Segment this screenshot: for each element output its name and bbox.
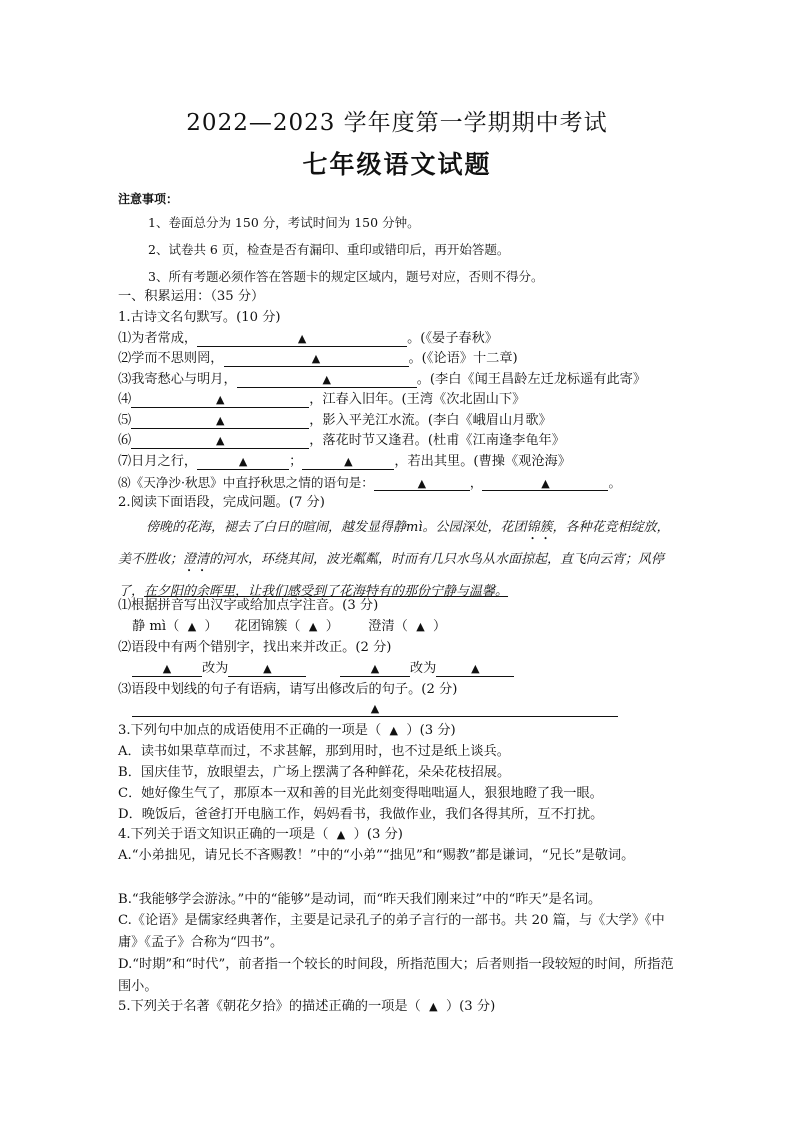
answer-blank[interactable]: [132, 661, 202, 677]
q3-heading-text: 3.下列句中加点的成语使用不正确的一项是（: [118, 723, 382, 738]
q2-sub2: ⑵语段中有两个错别字，找出来并改正。(2 分): [118, 640, 392, 655]
q3-option-a: A．读书如果草草而过，不求甚解，那到用时，也不过是纸上谈兵。: [118, 744, 510, 759]
q2-dotted-word: 锦簇: [526, 520, 553, 535]
answer-marker: ▲: [322, 373, 331, 386]
notice-heading: 注意事项：: [118, 192, 179, 206]
q1-line-8-post: 。: [608, 475, 622, 490]
answer-blank[interactable]: [237, 372, 417, 388]
q1-line-3-pre: ⑶我寄愁心与明月，: [118, 372, 237, 387]
q2-dotted-word: 澄清: [183, 552, 210, 567]
answer-marker[interactable]: ▲: [416, 620, 425, 633]
q2-sub1-item: 花团锦簇（: [234, 619, 301, 634]
answer-marker: ▲: [344, 455, 353, 468]
answer-marker[interactable]: ▲: [187, 620, 197, 633]
q2-passage-pinyin: mì: [406, 520, 423, 535]
q2-sub1-item: ）: [325, 619, 339, 634]
answer-blank[interactable]: [482, 475, 608, 491]
q1-line-7: [118, 453, 571, 471]
q5-heading: [118, 998, 495, 1016]
q1-line-1-post: 。(《晏子春秋》: [407, 331, 498, 346]
notice-item-3: 3、所有考题必须作答在答题卡的规定区域内，题号对应，否则不得分。: [148, 269, 544, 284]
q2-sub1: ⑴根据拼音写出汉字或给加点字注音。(3 分): [118, 598, 379, 613]
q5-heading-tail: ）(3 分): [445, 999, 496, 1014]
notice-item-2: 2、试卷共 6 页，检查是否有漏印、重印或错印后，再开始答题。: [148, 242, 510, 257]
answer-blank[interactable]: [131, 413, 309, 429]
q4-option-d: D.“时期”和“时代”，前者指一个较长的时间段，所指范围大；后者则指一段较短的时间，所指范围小。: [118, 957, 674, 994]
answer-marker: ▲: [162, 662, 172, 675]
answer-marker: ▲: [370, 702, 380, 715]
answer-marker: ▲: [215, 434, 225, 447]
q1-line-2-post: 。(《论语》十二章): [408, 351, 518, 366]
answer-marker: ▲: [311, 352, 321, 365]
q2-underlined-sentence: 在夕阳的余晖里，让我们感受到了花海特有的那份宁静与温馨。: [144, 584, 509, 599]
answer-blank[interactable]: [340, 661, 410, 677]
q1-line-2: [118, 350, 518, 368]
answer-blank[interactable]: [132, 701, 618, 717]
q1-line-6: [118, 432, 565, 450]
q1-line-1: [118, 330, 498, 348]
q1-line-5: [118, 412, 552, 430]
q3-heading: [118, 722, 456, 740]
answer-blank[interactable]: [224, 351, 409, 367]
q4-heading: [118, 826, 403, 844]
q1-line-6-post: ，落花时节又逢君。(杜甫《江南逢李龟年》: [309, 433, 565, 448]
answer-blank[interactable]: [302, 454, 394, 470]
answer-marker: ▲: [541, 477, 550, 490]
answer-marker: ▲: [215, 414, 225, 427]
q2-sub3-answer: [132, 700, 618, 718]
q1-line-5-post: ，影入平羌江水流。(李白《峨眉山月歌》: [309, 413, 552, 428]
answer-blank[interactable]: [197, 331, 407, 347]
q2-passage-text: 傍晚的花海，褪去了白日的暄闹，越发显得静: [146, 520, 407, 535]
q1-line-3: [118, 371, 646, 389]
q3-option-b: B．国庆佳节，放眼望去，广场上摆满了各种鲜花，朵朵花枝招展。: [118, 765, 511, 780]
q2-sub2-items: [132, 660, 514, 678]
answer-marker: ▲: [215, 393, 225, 406]
q3-heading-tail: ）(3 分): [406, 723, 456, 738]
notice-item-1: 1、卷面总分为 150 分，考试时间为 150 分钟。: [148, 215, 420, 230]
answer-marker[interactable]: ▲: [336, 828, 346, 841]
q3-option-d: D．晚饭后，爸爸打开电脑工作，妈妈看书，我做作业，我们各得其所，互不打扰。: [118, 807, 604, 822]
q3-option-c: C．她好像生气了，那原本一双和善的目光此刻变得咄咄逼人，狠狠地瞪了我一眼。: [118, 786, 603, 801]
q4-heading-tail: ）(3 分): [353, 827, 403, 842]
q4-option-c: C.《论语》是儒家经典著作，主要是记录孔子的弟子言行的一部书。共 20 篇，与《大学》《中庸》《孟子》合称为“四书”。: [118, 913, 665, 950]
q1-line-4-pre: ⑷: [118, 392, 132, 407]
answer-marker: ▲: [263, 662, 272, 675]
q2-sub2-label: 改为: [409, 661, 437, 676]
answer-blank[interactable]: [374, 475, 470, 491]
q2-sub1-item: 澄清（: [368, 619, 408, 634]
answer-marker[interactable]: ▲: [389, 724, 399, 737]
q2-passage-text: 的河水，环绕其间，波光粼粼，时而有几只水鸟从水面掠起，直飞向云宵；风停了，: [118, 552, 665, 599]
exam-title: 2022—2023 学年度第一学期期中考试: [186, 110, 608, 136]
q1-line-8-mid: ，: [469, 475, 483, 490]
answer-blank[interactable]: [197, 454, 289, 470]
q1-line-4-post: ，江春入旧年。(王湾《次北固山下》: [309, 392, 526, 407]
answer-marker: ▲: [471, 662, 480, 675]
section-heading: 一、积累运用：（35 分）: [118, 289, 265, 304]
q1-line-7-pre: ⑺日月之行，: [118, 454, 198, 469]
q2-sub1-item: ）: [204, 619, 218, 634]
answer-marker: ▲: [370, 662, 380, 675]
q2-passage-text: 。公园深处，花团: [422, 520, 527, 535]
exam-subtitle: 七年级语文试题: [302, 150, 492, 179]
q2-heading: 2.阅读下面语段，完成问题。(7 分): [118, 495, 325, 510]
q1-heading: 1.古诗文名句默写。(10 分): [118, 310, 281, 325]
q2-sub1-item: 静 mì（: [132, 619, 180, 634]
answer-blank[interactable]: [131, 433, 309, 449]
q1-line-8: [118, 474, 621, 492]
q2-passage-text: ，各种花竞相绽放，美不胜收；: [118, 520, 670, 567]
q4-heading-text: 4.下列关于语文知识正确的一项是（: [118, 827, 329, 842]
q2-sub3: ⑶语段中划线的句子有语病，请写出修改后的句子。(2 分): [118, 682, 458, 697]
q2-sub2-label: 改为: [202, 661, 229, 676]
q1-line-3-post: 。(李白《闻王昌龄左迁龙标遥有此寄》: [416, 372, 647, 387]
q1-line-1-pre: ⑴为者常成，: [118, 331, 198, 346]
q2-sub1-item: ）: [433, 619, 447, 634]
q4-option-b: B.“我能够学会游泳。”中的“能够”是动词，而“昨天我们刚来过”中的“昨天”是名词。: [118, 892, 602, 907]
q1-line-4: [118, 391, 525, 409]
answer-marker: ▲: [238, 455, 248, 468]
q1-line-8-pre: ⑻《天净沙·秋思》中直抒秋思之情的语句是：: [118, 475, 374, 490]
answer-blank[interactable]: [436, 661, 514, 677]
answer-marker: ▲: [417, 477, 427, 490]
q2-sub1-items: [132, 618, 446, 636]
answer-marker[interactable]: ▲: [429, 1000, 438, 1013]
q1-line-7-post: ，若出其里。(曹操《观沧海》: [394, 454, 571, 469]
q2-passage: [118, 512, 678, 608]
q1-line-5-pre: ⑸: [118, 413, 132, 428]
q1-line-7-mid: ；: [289, 454, 303, 469]
q5-heading-text: 5.下列关于名著《朝花夕拾》的描述正确的一项是（: [118, 999, 421, 1014]
q1-line-2-pre: ⑵学而不思则罔，: [118, 351, 224, 366]
answer-blank[interactable]: [228, 661, 306, 677]
answer-blank[interactable]: [131, 392, 309, 408]
q4-option-a: A.“小弟拙见，请兄长不吝赐教！”中的“小弟”“拙见”和“赐教”都是谦词，“兄长”是敬词。: [118, 848, 635, 863]
q1-line-6-pre: ⑹: [118, 433, 132, 448]
answer-marker: ▲: [297, 332, 307, 345]
answer-marker[interactable]: ▲: [308, 620, 318, 633]
